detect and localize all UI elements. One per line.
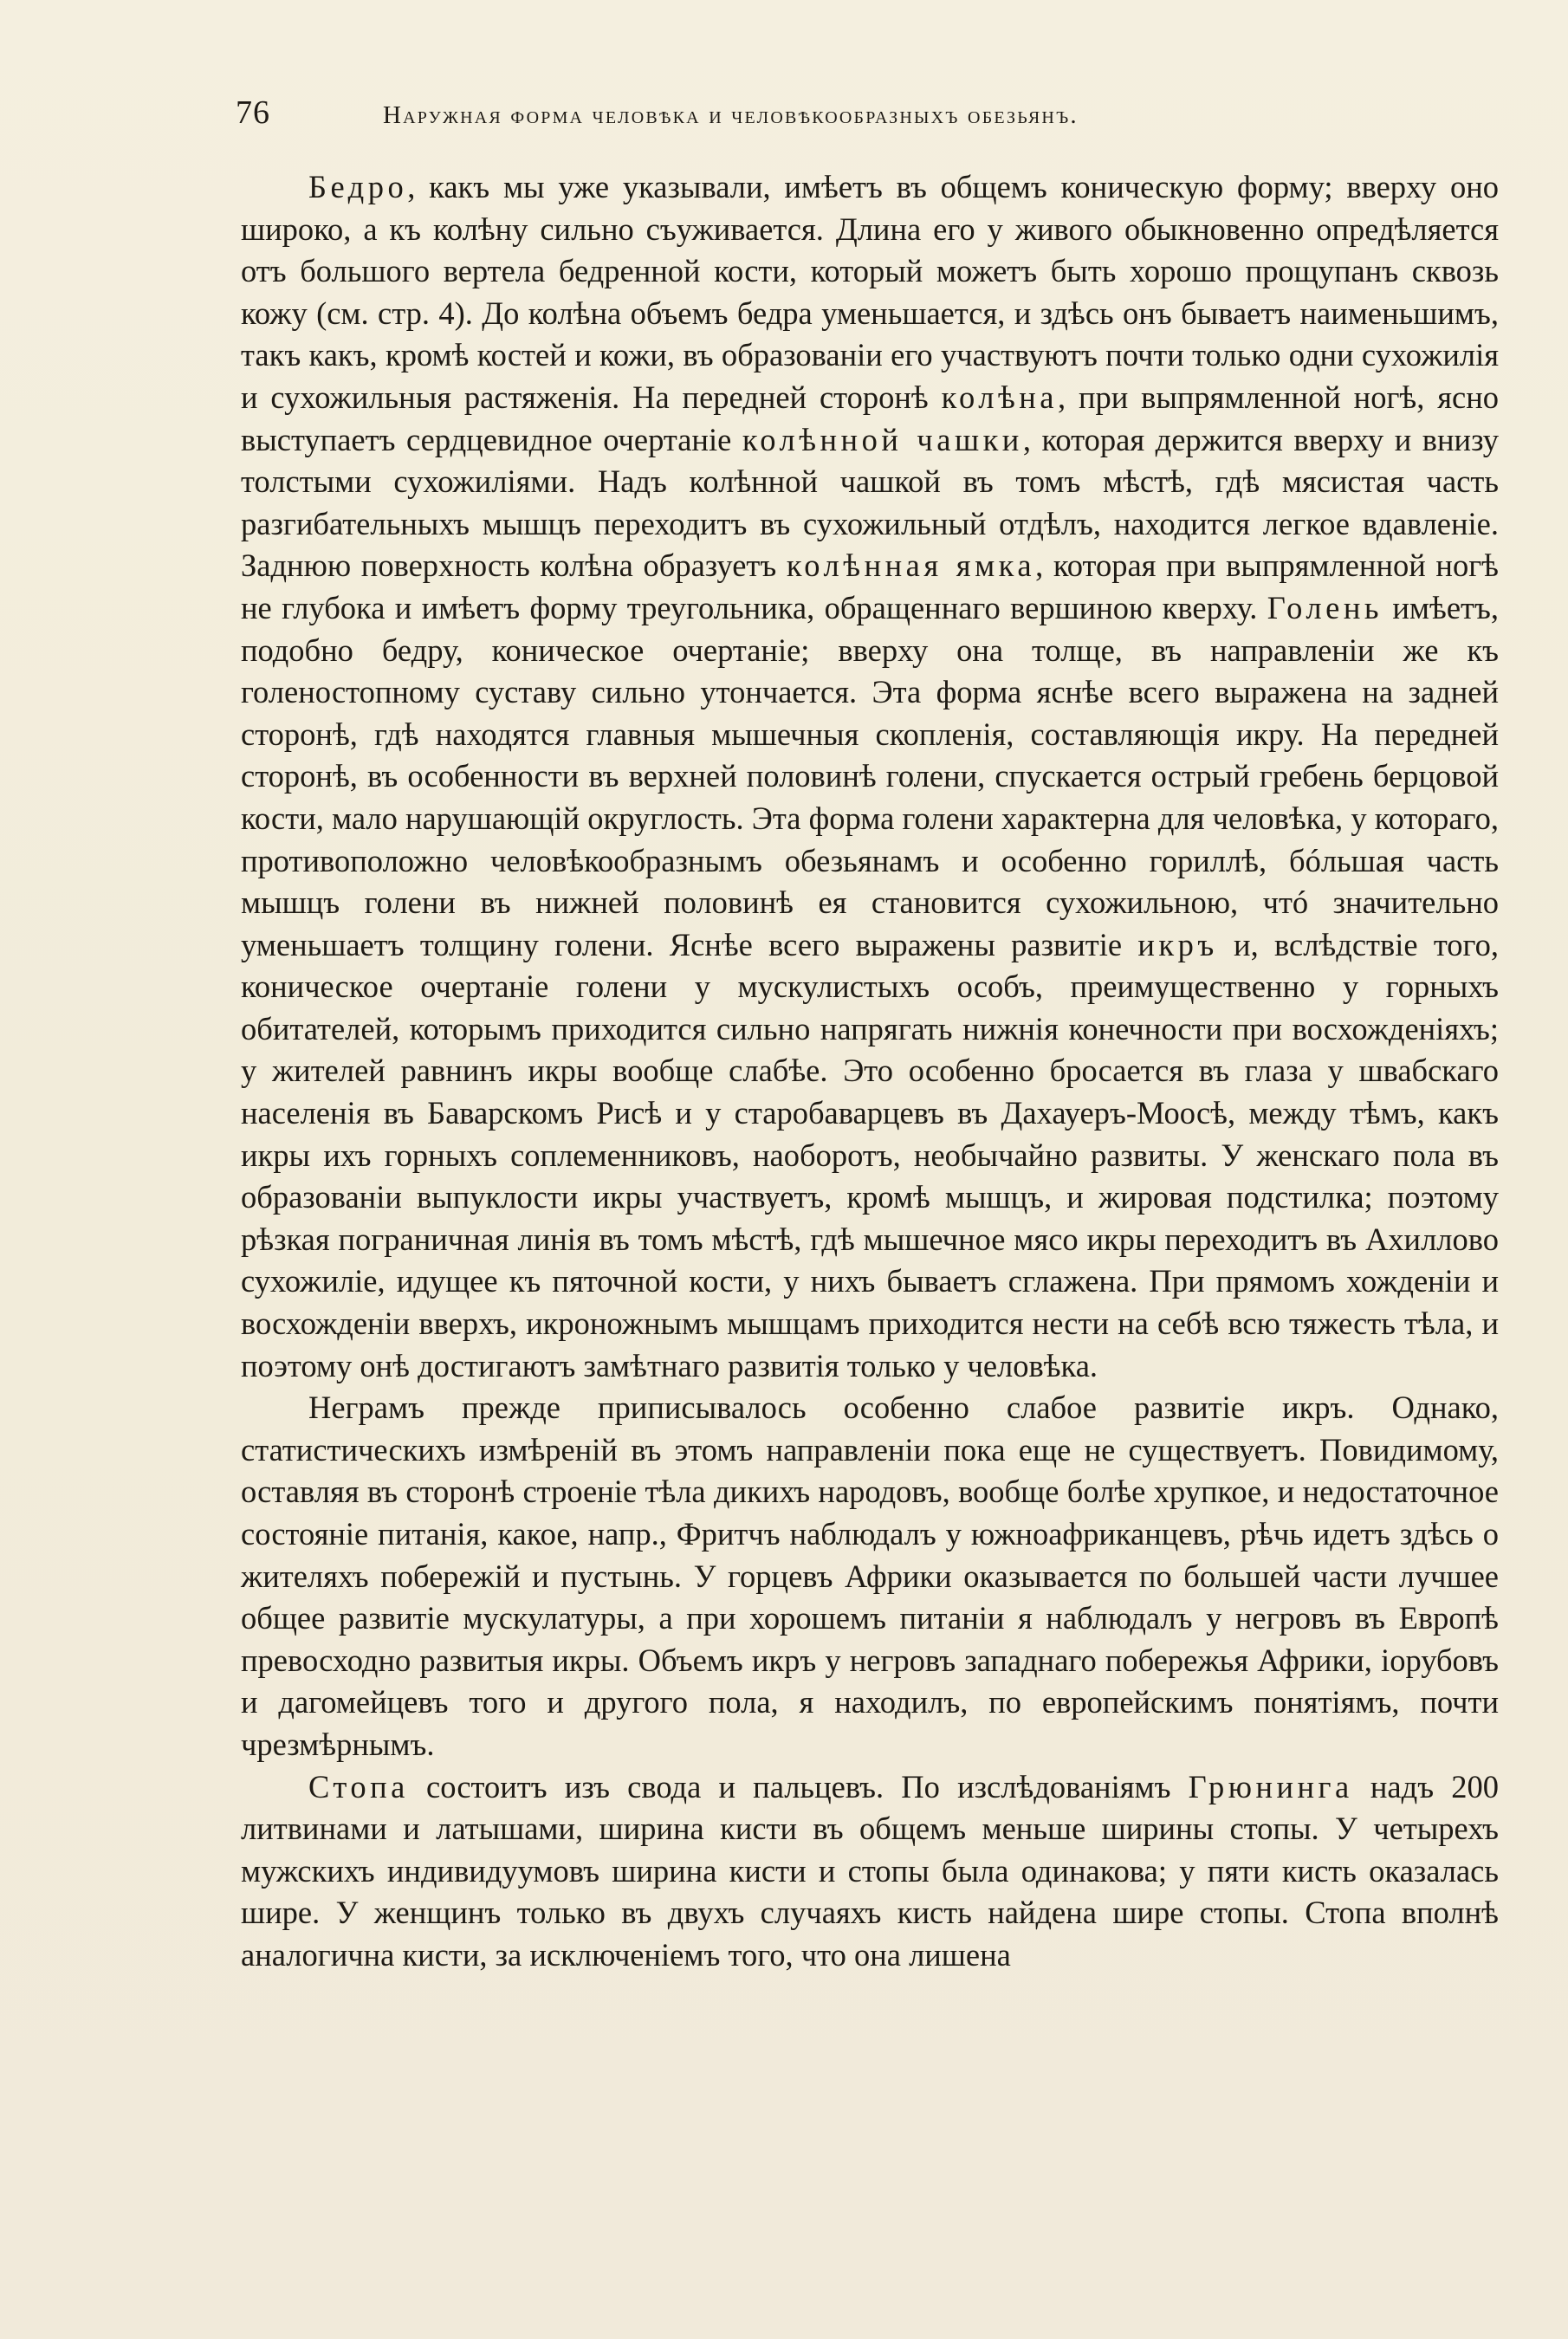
- emphasized-term: колѣнной чашки: [742, 421, 1023, 457]
- text-run: имѣетъ, подобно бедру, коническое очертаніе; вверху она толще, въ направленіи же къ голеностопному суставу сильно утончается. Эта форма яснѣе всего выражена на задней сторонѣ, гдѣ находятся главныя мышечныя скопленія, составляющія икру. На передней сторонѣ, въ особенности въ верхней половинѣ голени, спускается острый гребень берцовой кости, мало нарушающій округлость. Эта форма голени характерна для человѣка, у котораго, противоположно человѣкообразнымъ обезьянамъ и особенно гориллѣ, бóльшая часть мышцъ голени въ нижней половинѣ ея становится сухожильною, чтó значительно уменьшаетъ толщину голени. Яснѣе всего выражены развитіе: [241, 589, 1499, 962]
- emphasized-term: Стопа: [308, 1768, 409, 1804]
- text-run: , какъ мы уже указывали, имѣетъ въ общемъ коническую форму; вверху оно широко, а къ колѣну сильно съуживается. Длина его у живого обыкновенно опредѣляется отъ большого вертела бедренной кости, который можетъ быть хорошо прощупанъ сквозь кожу (см. стр. 4). До колѣна объемъ бедра уменьшается, и здѣсь онъ бываетъ наименьшимъ, такъ какъ, кромѣ костей и кожи, въ образованіи его участвуютъ почти только одни сухожилія и сухожильныя растяженія. На передней сторонѣ: [241, 169, 1499, 415]
- text-run: , которая держится вверху и внизу толстыми сухожиліями. Надъ колѣнной чашкой въ томъ мѣстѣ, гдѣ мясистая часть разгибательныхъ мышцъ переходитъ въ сухожильный отдѣлъ, находится легкое вдавленіе. Заднюю поверхность колѣна образуетъ: [241, 421, 1499, 584]
- emphasized-term: Бедро: [308, 169, 408, 204]
- emphasized-term: Грюнинга: [1188, 1768, 1353, 1804]
- paragraph: [241, 166, 1499, 1387]
- text-run: надъ 200 литвинами и латышами, ширина кисти въ общемъ меньше ширины стопы. У четырехъ мужскихъ индивидуумовъ ширина кисти и стопы была одинакова; у пяти кисть оказалась шире. У женщинъ только въ двухъ случаяхъ кисть найдена шире стопы. Стопа вполнѣ аналогична кисти, за исключеніемъ того, что она лишена: [241, 1768, 1499, 1973]
- paragraph: [241, 1387, 1499, 1766]
- text-run: состоитъ изъ свода и пальцевъ. По изслѣдованіямъ: [408, 1768, 1189, 1804]
- text-run: и, вслѣдствіе того, коническое очертаніе голени у мускулистыхъ особъ, преимущественно у горныхъ обитателей, которымъ приходится сильно напрягать нижнія конечности при восхожденіяхъ; у жителей равнинъ икры вообще слабѣе. Это особенно бросается въ глаза у швабскаго населенія въ Баварскомъ Рисѣ и у старобаварцевъ въ Дахауеръ-Моосѣ, между тѣмъ, какъ икры ихъ горныхъ соплеменниковъ, наоборотъ, необычайно развиты. У женскаго пола въ образованіи выпуклости икры участвуетъ, кромѣ мышцъ, и жировая подстилка; поэтому рѣзкая пограничная линія въ томъ мѣстѣ, гдѣ мышечное мясо икры переходитъ въ Ахиллово сухожиліе, идущее къ пяточной кости, у нихъ бываетъ сглажена. При прямомъ хожденіи и восхожденіи вверхъ, икроножнымъ мышцамъ приходится нести на себѣ всю тяжесть тѣла, и поэтому онѣ достигаютъ замѣтнаго развитія только у человѣка.: [241, 926, 1499, 1383]
- page-number: 76: [236, 94, 270, 131]
- running-head: [236, 94, 1353, 146]
- body-text: [241, 166, 1499, 1977]
- running-title: Наружная форма человѣка и человѣкообразныхъ обезьянъ.: [383, 101, 1079, 129]
- text-run: , которая при выпрямленной ногѣ не глубока и имѣетъ форму треугольника, обращеннаго вершиною кверху.: [241, 547, 1499, 625]
- emphasized-term: колѣна: [941, 379, 1058, 415]
- emphasized-term: колѣнная ямка: [786, 547, 1036, 584]
- paragraph: [241, 1766, 1499, 1977]
- emphasized-term: Голень: [1267, 589, 1383, 625]
- emphasized-term: икръ: [1137, 926, 1218, 962]
- text-run: Неграмъ прежде приписывалось особенно слабое развитіе икръ. Однако, статистическихъ измѣреній въ этомъ направленіи пока еще не существуетъ. Повидимому, оставляя въ сторонѣ строеніе тѣла дикихъ народовъ, вообще болѣе хрупкое, и недостаточное состояніе питанія, какое, напр., Фритчъ наблюдалъ у южноафриканцевъ, рѣчь идетъ здѣсь о жителяхъ побережій и пустынь. У горцевъ Африки оказывается по большей части лучшее общее развитіе мускулатуры, а при хорошемъ питаніи я наблюдалъ у негровъ въ Европѣ превосходно развитыя икры. Объемъ икръ у негровъ западнаго побережья Африки, іорубовъ и дагомейцевъ того и другого пола, я находилъ, по европейскимъ понятіямъ, почти чрезмѣрнымъ.: [241, 1390, 1499, 1762]
- text-run: , при выпрямленной ногѣ, ясно выступаетъ сердцевидное очертаніе: [241, 379, 1500, 457]
